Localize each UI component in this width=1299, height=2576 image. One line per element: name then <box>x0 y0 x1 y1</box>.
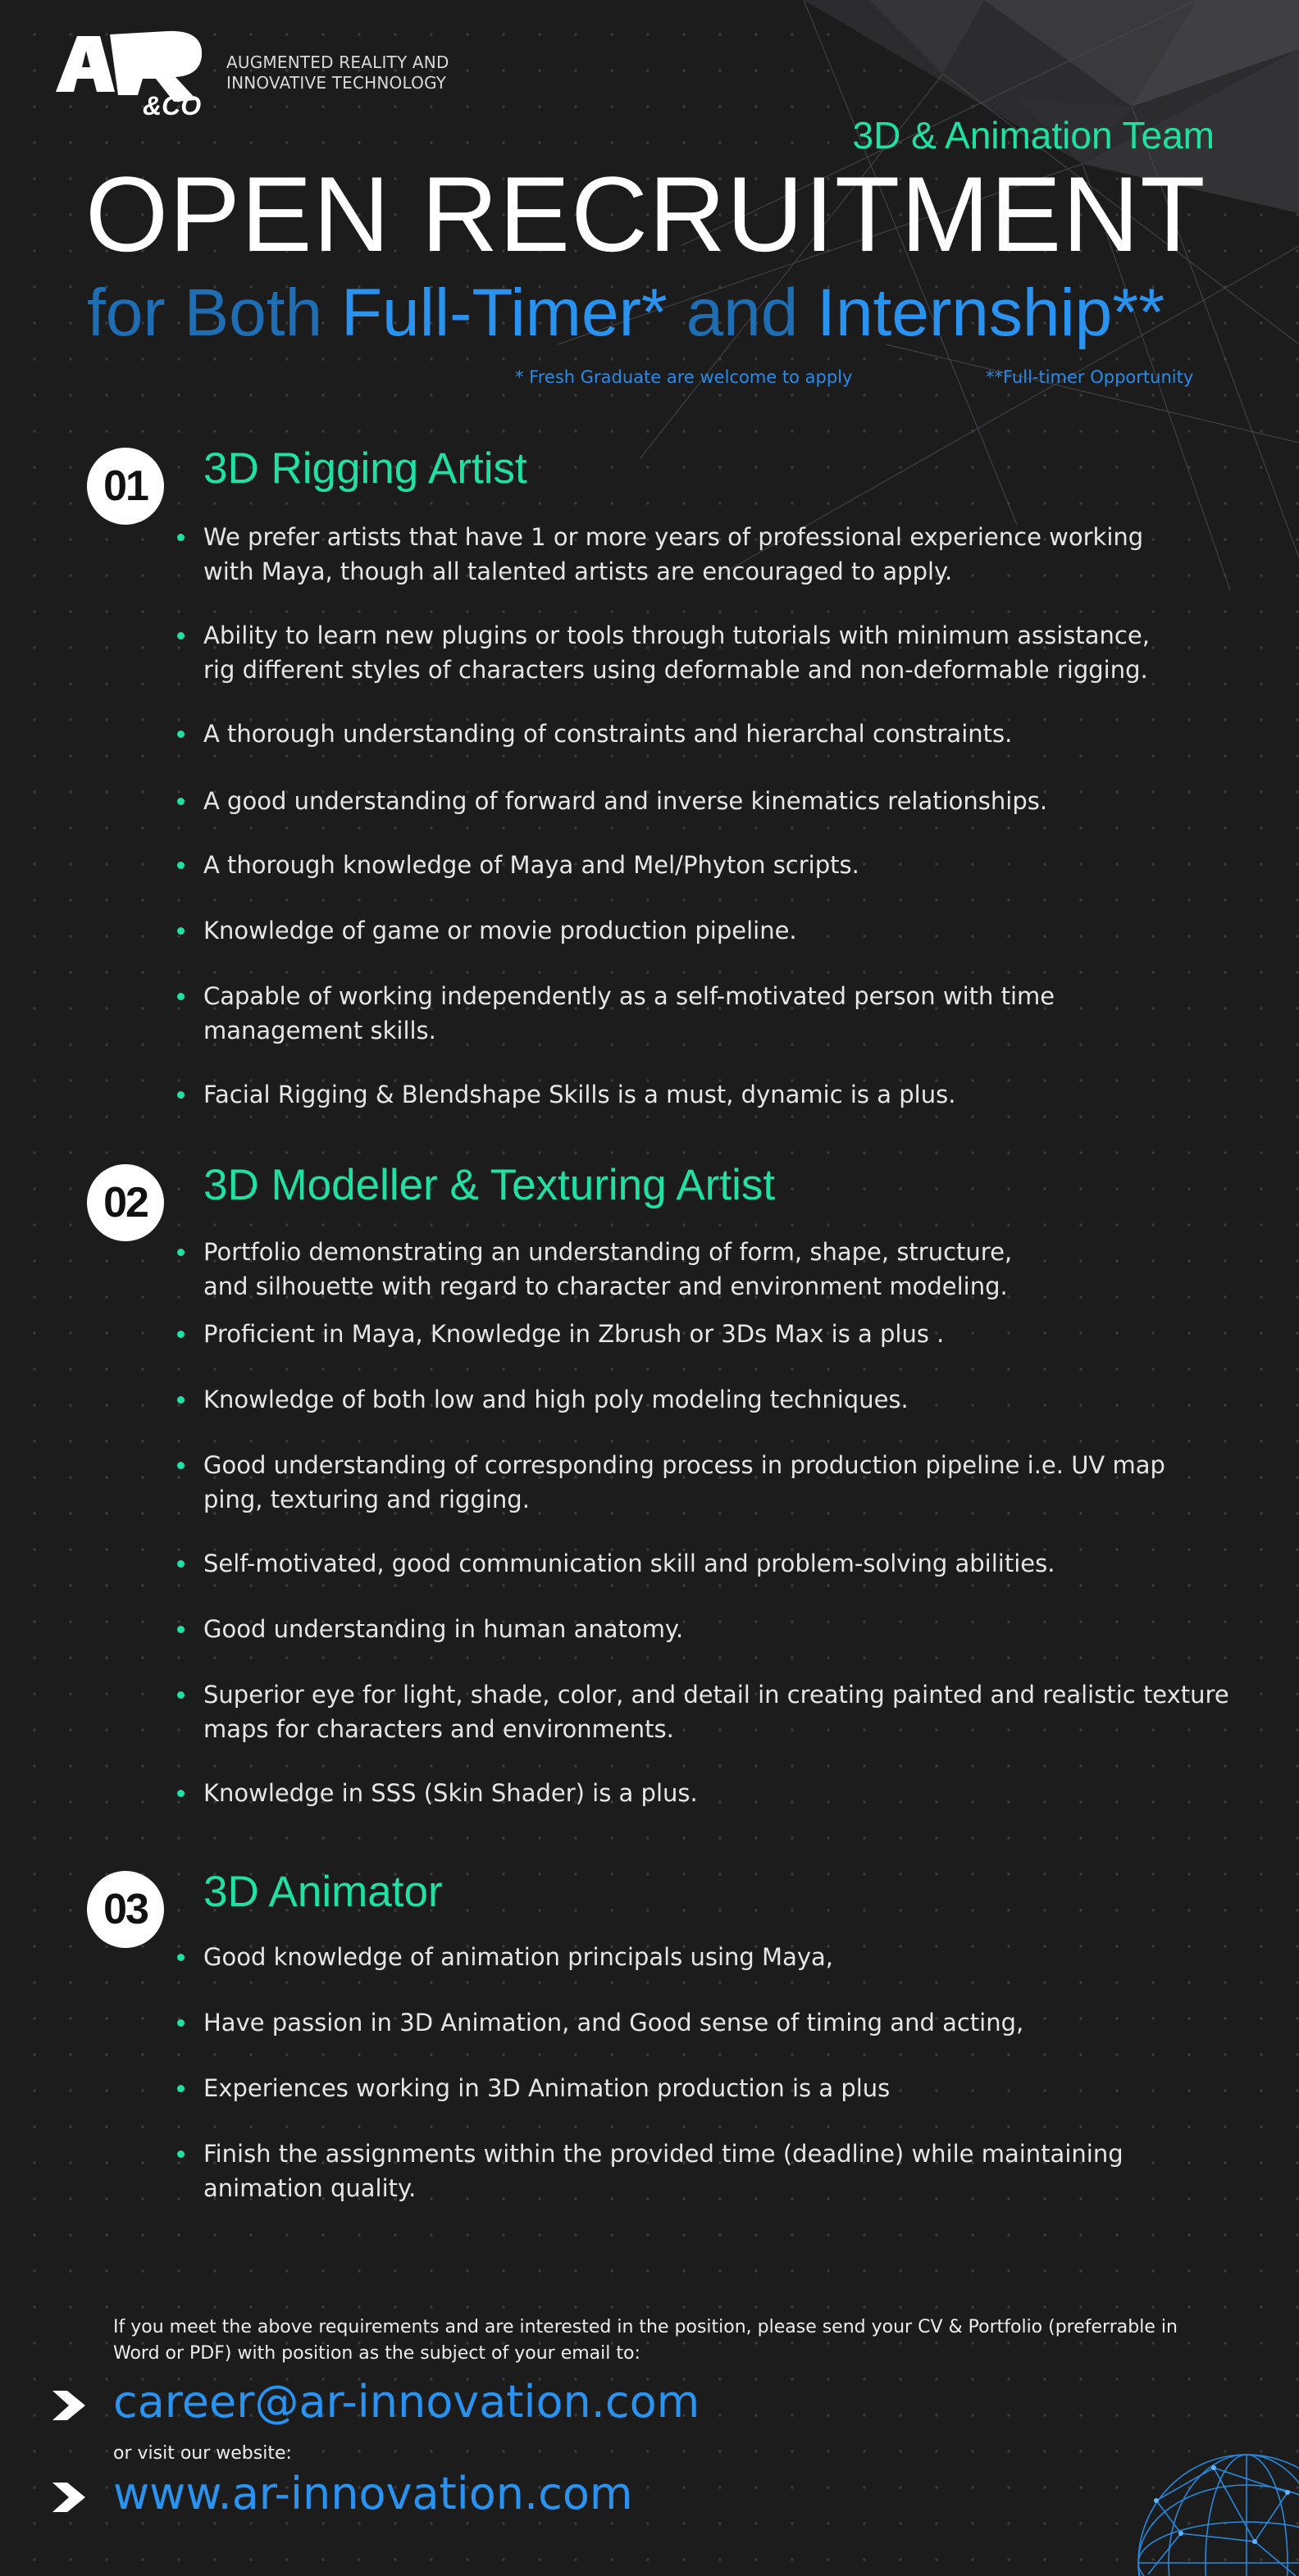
list-item-line: maps for characters and environments. <box>203 1715 674 1743</box>
list-item <box>203 1677 1229 1746</box>
visit-website-label: or visit our website: <box>113 2443 292 2464</box>
tagline-line: AUGMENTED REALITY AND <box>226 52 449 72</box>
list-item <box>203 1235 1012 1304</box>
list-item-line: Knowledge in SSS (Skin Shader) is a plus. <box>203 1779 698 1807</box>
website-link[interactable]: www.ar-innovation.com <box>113 2468 633 2519</box>
list-item <box>203 2071 890 2105</box>
list-item <box>203 1382 909 1417</box>
tagline-line: INNOVATIVE TECHNOLOGY <box>226 73 447 93</box>
list-item <box>203 979 1055 1048</box>
subtitle-part: Internship** <box>817 275 1165 350</box>
instructions-line: If you meet the above requirements and are interested in the position, please send your CV & Portfolio (preferrable in <box>113 2317 1178 2337</box>
subtitle-part: Full-Timer* <box>340 275 668 350</box>
list-item-line: Ability to learn new plugins or tools through tutorials with minimum assistance, <box>203 621 1150 649</box>
note-fresh-graduate: * Fresh Graduate are welcome to apply <box>515 367 853 387</box>
subtitle-part: and <box>667 275 818 350</box>
page-subtitle <box>87 274 1165 353</box>
list-item-line: Finish the assignments within the provided time (deadline) while maintaining <box>203 2140 1124 2168</box>
list-item <box>203 717 1012 751</box>
list-item-line: Proficient in Maya, Knowledge in Zbrush or 3Ds Max is a plus . <box>203 1320 945 1348</box>
section-title: 3D Rigging Artist <box>203 444 527 493</box>
list-item-line: A thorough understanding of constraints and hierarchal constraints. <box>203 720 1013 748</box>
svg-text:&CO: &CO <box>143 91 202 120</box>
list-item <box>203 2005 1023 2040</box>
list-item <box>203 784 1047 818</box>
list-item-line: management skills. <box>203 1017 436 1045</box>
list-item-line: Have passion in 3D Animation, and Good sense of timing and acting, <box>203 2009 1024 2037</box>
subtitle-part: for Both <box>87 275 341 350</box>
list-item-line: Good understanding of corresponding process in production pipeline i.e. UV map <box>203 1451 1165 1479</box>
list-item-line: Experiences working in 3D Animation production is a plus <box>203 2074 891 2102</box>
list-item <box>203 848 859 882</box>
list-item <box>203 1546 1055 1581</box>
list-item <box>203 913 797 948</box>
list-item <box>203 2137 1124 2205</box>
section-number-badge: 02 <box>87 1164 164 1241</box>
instructions-line: Word or PDF) with position as the subject of your email to: <box>113 2343 640 2364</box>
chevron-right-icon <box>51 2479 87 2515</box>
list-item <box>203 1317 944 1351</box>
list-item <box>203 1077 955 1112</box>
company-tagline <box>226 52 449 93</box>
list-item-line: We prefer artists that have 1 or more years of professional experience working <box>203 523 1144 551</box>
section-number-badge: 01 <box>87 448 164 525</box>
list-item-line: rig different styles of characters using deformable and non-deformable rigging. <box>203 656 1148 684</box>
section-title: 3D Modeller & Texturing Artist <box>203 1161 776 1209</box>
list-item <box>203 1448 1165 1517</box>
list-item-line: Portfolio demonstrating an understanding of form, shape, structure, <box>203 1238 1013 1266</box>
list-item-line: Knowledge of both low and high poly modeling techniques. <box>203 1386 909 1413</box>
list-item-line: A good understanding of forward and inverse kinematics relationships. <box>203 787 1048 815</box>
page-title: OPEN RECRUITMENT <box>85 154 1206 274</box>
list-item <box>203 1776 698 1810</box>
section-number-badge: 03 <box>87 1871 164 1948</box>
list-item-line: Good knowledge of animation principals using Maya, <box>203 1943 833 1971</box>
list-item <box>203 1612 683 1646</box>
list-item <box>203 520 1143 589</box>
chevron-right-icon <box>51 2387 87 2424</box>
list-item-line: with Maya, though all talented artists are encouraged to apply. <box>203 558 953 585</box>
list-item-line: Capable of working independently as a self-motivated person with time <box>203 982 1055 1010</box>
list-item-line: Facial Rigging & Blendshape Skills is a must, dynamic is a plus. <box>203 1081 956 1108</box>
list-item-line: animation quality. <box>203 2174 417 2202</box>
contact-email-link[interactable]: career@ar-innovation.com <box>113 2376 700 2428</box>
list-item-line: A thorough knowledge of Maya and Mel/Phyton scripts. <box>203 851 859 879</box>
globe-icon <box>1091 2402 1299 2576</box>
team-label: 3D & Animation Team <box>852 114 1215 157</box>
list-item <box>203 618 1150 687</box>
note-full-timer: **Full-timer Opportunity <box>986 367 1194 387</box>
list-item-line: and silhouette with regard to character and environment modeling. <box>203 1272 1008 1300</box>
list-item-line: Good understanding in human anatomy. <box>203 1615 684 1643</box>
section-title: 3D Animator <box>203 1868 443 1916</box>
list-item-line: Superior eye for light, shade, color, and detail in creating painted and realistic texture <box>203 1681 1229 1709</box>
list-item <box>203 1940 833 1974</box>
list-item-line: Self-motivated, good communication skill and problem-solving abilities. <box>203 1550 1055 1577</box>
list-item-line: ping, texturing and rigging. <box>203 1486 530 1513</box>
ar-co-logo <box>52 28 213 120</box>
list-item-line: Knowledge of game or movie production pipeline. <box>203 917 797 944</box>
application-instructions <box>113 2314 1178 2367</box>
